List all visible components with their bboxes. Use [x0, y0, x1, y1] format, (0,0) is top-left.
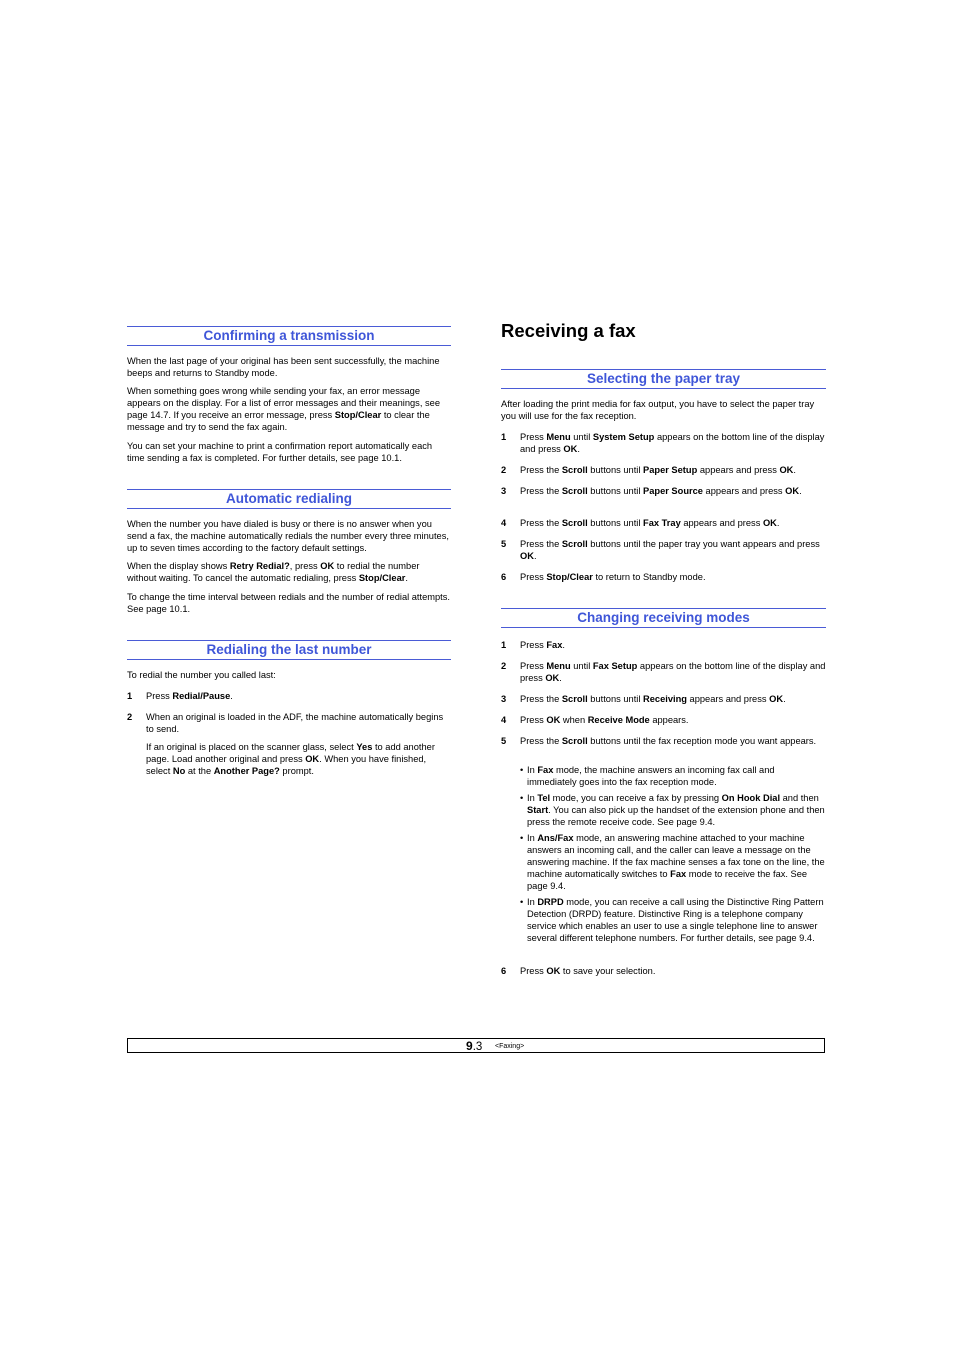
bullet-item: • In DRPD mode, you can receive a call using the Distinctive Ring Pattern Detection (DRPD) feature. Distinctive Ring is a telephone company service which enables an user to use a single telephone line to answer several different telephone numbers. For further details, see page 9.4.	[520, 897, 824, 943]
step-item: 1 Press Redial/Pause.	[127, 691, 233, 701]
paragraph: To change the time interval between redials and the number of redial attempts. See page 10.1.	[127, 592, 450, 614]
step-item: 1 Press Fax.	[501, 640, 565, 650]
step-item: 2 Press the Scroll buttons until Paper Setup appears and press OK.	[501, 465, 796, 475]
page-footer	[127, 1038, 825, 1053]
bullet-item: • In Ans/Fax mode, an answering machine attached to your machine answers an incoming call, and the caller can leave a message on the answering machine. If the fax machine senses a fax tone on the line, the machine automatically switches to Fax mode to receive the fax. See page 9.4.	[520, 833, 825, 891]
paragraph: When something goes wrong while sending your fax, an error message appears on the display. For a list of error messages and their meanings, see page 14.7. If you receive an error message, press Stop/Clear to clear the message and try to send the fax again.	[127, 386, 440, 432]
step-item: 4 Press the Scroll buttons until Fax Tray appears and press OK.	[501, 518, 780, 528]
step-item: 3 Press the Scroll buttons until Receiving appears and press OK.	[501, 694, 786, 704]
step-item: 3 Press the Scroll buttons until Paper Source appears and press OK.	[501, 486, 802, 496]
step-item: 5 Press the Scroll buttons until the paper tray you want appears and press OK.	[501, 539, 820, 561]
section-heading-last-number: Redialing the last number	[127, 640, 451, 660]
chapter-name: <Faxing>	[495, 1043, 525, 1050]
paragraph: After loading the print media for fax output, you have to select the paper tray you will use for the fax reception.	[501, 399, 815, 421]
section-heading-paper-tray: Selecting the paper tray	[501, 369, 826, 389]
step-item: 2 When an original is loaded in the ADF, the machine automatically begins to send.	[127, 712, 444, 734]
paragraph: You can set your machine to print a confirmation report automatically each time sending a fax is completed. For further details, see page 10.1.	[127, 441, 433, 463]
page-title: Receiving a fax	[501, 320, 636, 341]
paragraph: When the last page of your original has been sent successfully, the machine beeps and returns to Standby mode.	[127, 356, 440, 378]
paragraph: To redial the number you called last:	[127, 670, 276, 680]
step-continuation: If an original is placed on the scanner glass, select Yes to add another page. Load another original and press OK. When you have finished, select No at the Another Page? prompt.	[146, 742, 435, 776]
section-heading-confirming: Confirming a transmission	[127, 326, 451, 346]
step-item: 1 Press Menu until System Setup appears on the bottom line of the display and press OK.	[501, 432, 825, 454]
paragraph: When the number you have dialed is busy or there is no answer when you send a fax, the machine automatically redials the number every three minutes, up to seven times according to the factory default settings.	[127, 519, 449, 553]
step-item: 6 Press OK to save your selection.	[501, 966, 656, 976]
bullet-item: • In Fax mode, the machine answers an incoming fax call and immediately goes into the fax reception mode.	[520, 765, 775, 787]
page-number: 9.3	[466, 1039, 483, 1053]
paragraph: When the display shows Retry Redial?, press OK to redial the number without waiting. To cancel the automatic redialing, press Stop/Clear.	[127, 561, 420, 583]
bullet-item: • In Tel mode, you can receive a fax by pressing On Hook Dial and then Start. You can also pick up the handset of the extension phone and then press the remote receive code. See page 9.4.	[520, 793, 825, 827]
step-item: 4 Press OK when Receive Mode appears.	[501, 715, 689, 725]
step-item: 5 Press the Scroll buttons until the fax reception mode you want appears.	[501, 736, 817, 746]
step-item: 2 Press Menu until Fax Setup appears on the bottom line of the display and press OK.	[501, 661, 826, 683]
step-item: 6 Press Stop/Clear to return to Standby mode.	[501, 572, 706, 582]
section-heading-redialing: Automatic redialing	[127, 489, 451, 509]
section-heading-receiving-modes: Changing receiving modes	[501, 608, 826, 628]
